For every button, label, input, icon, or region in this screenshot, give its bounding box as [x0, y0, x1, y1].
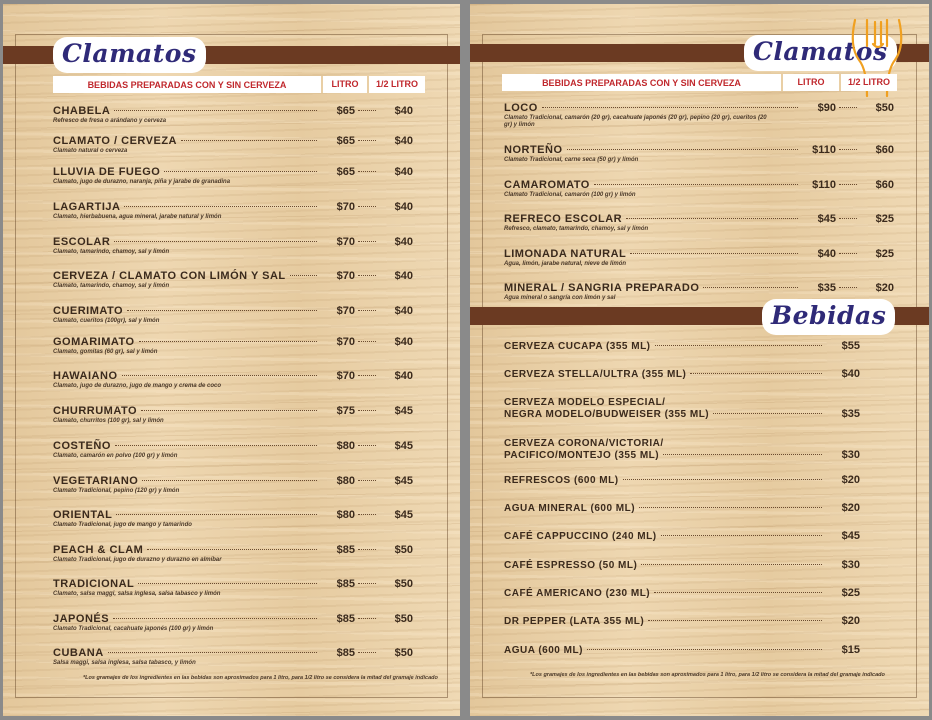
menu-item	[504, 474, 860, 486]
item-description: Clamato, tamarindo, chamoy, sal y limón	[53, 249, 170, 255]
item-name: JAPONÉS	[53, 613, 110, 625]
dot-leader	[358, 275, 376, 276]
price-half-litro: $50	[394, 544, 413, 556]
dot-leader	[290, 275, 317, 276]
menu-item	[504, 282, 894, 302]
item-name-line2: PACIFICO/MONTEJO (355 ML)	[504, 450, 660, 461]
item-name: AGUA MINERAL (600 ML)	[504, 503, 636, 514]
dot-leader	[654, 592, 822, 593]
menu-item	[504, 340, 860, 352]
menu-item	[53, 105, 413, 125]
price-litro: $90	[817, 102, 836, 114]
item-description: Clamato Tradicional, camarón (20 gr), cacahuate japonés (20 gr), pepino (20 gr), cueritos (20 gr) y limón	[504, 115, 767, 128]
dot-leader	[839, 253, 857, 254]
price-half-litro: $25	[875, 248, 894, 260]
item-name: ESCOLAR	[53, 236, 111, 248]
item-name: REFRESCOS (600 ML)	[504, 475, 619, 486]
dot-leader	[358, 375, 376, 376]
item-name: REFRECO ESCOLAR	[504, 213, 623, 225]
item-name: CERVEZA / CLAMATO CON LIMÓN Y SAL	[53, 270, 286, 282]
price-litro: $85	[336, 578, 355, 590]
item-description: Refresco de fresa o arándano y cerveza	[53, 118, 167, 124]
price-litro: $70	[336, 201, 355, 213]
price-half-litro: $40	[394, 201, 413, 213]
dot-leader	[655, 345, 822, 346]
dot-leader	[122, 375, 318, 376]
item-name: MINERAL / SANGRIA PREPARADO	[504, 282, 700, 294]
item-name: LOCO	[504, 102, 538, 114]
dot-leader	[142, 480, 317, 481]
column-header-description: BEBIDAS PREPARADAS CON Y SIN CERVEZA	[542, 77, 741, 88]
dot-leader	[113, 618, 317, 619]
price-half-litro: $40	[394, 105, 413, 117]
item-description: Clamato, salsa maggi, salsa inglesa, salsa tabasco y limón	[53, 591, 221, 597]
item-description: Clamato, jugo de durazno, naranja, piña y jarabe de granadina	[53, 179, 231, 185]
item-name: LAGARTIJA	[53, 201, 121, 213]
menu-item	[504, 559, 860, 571]
price: $15	[841, 644, 860, 656]
menu-item	[53, 166, 413, 186]
price: $30	[841, 449, 860, 461]
dot-leader	[713, 413, 822, 414]
menu-item	[53, 475, 413, 495]
dot-leader	[147, 549, 317, 550]
price-litro: $35	[817, 282, 836, 294]
item-name: CAMAROMATO	[504, 179, 590, 191]
dot-leader	[839, 218, 857, 219]
price-half-litro: $45	[394, 509, 413, 521]
item-name: LLUVIA DE FUEGO	[53, 166, 161, 178]
menu-item	[504, 502, 860, 514]
item-name: CUBANA	[53, 647, 104, 659]
dot-leader	[639, 507, 822, 508]
price-half-litro: $50	[394, 578, 413, 590]
dot-leader	[358, 652, 376, 653]
dot-leader	[141, 410, 317, 411]
item-description: Clamato natural o cerveza	[53, 148, 128, 154]
dot-leader	[114, 110, 317, 111]
dot-leader	[690, 373, 822, 374]
price: $25	[841, 587, 860, 599]
column-header-litro: LITRO	[321, 76, 367, 93]
dot-leader	[641, 564, 822, 565]
menu-item	[53, 613, 413, 633]
menu-item	[53, 647, 413, 667]
dot-leader	[358, 341, 376, 342]
price: $35	[841, 408, 860, 420]
dot-leader	[648, 620, 822, 621]
menu-item	[53, 201, 413, 221]
footnote: *Los gramajes de los ingredientes en las bebidas son aproximados para 1 litro, para 1/2 litro se considera la mitad del gramaje indicado	[83, 675, 438, 681]
item-description: Clamato, tamarindo, chamoy, sal y limón	[53, 283, 170, 289]
price: $20	[841, 615, 860, 627]
price-half-litro: $50	[875, 102, 894, 114]
price-half-litro: $60	[875, 179, 894, 191]
menu-item	[504, 179, 894, 199]
item-description: Agua, limón, jarabe natural, nieve de limón	[504, 261, 627, 267]
item-description: Clamato Tradicional, pepino (120 gr) y limón	[53, 488, 180, 494]
menu-item	[504, 397, 860, 420]
menu-page-left	[3, 4, 460, 716]
item-description: Clamato Tradicional, jugo de durazno y durazno en almíbar	[53, 557, 222, 563]
item-description: Clamato, churritos (100 gr), sal y limón	[53, 418, 164, 424]
section-title-bebidas: Bebidas	[764, 301, 893, 333]
dot-leader	[594, 184, 798, 185]
price: $45	[841, 530, 860, 542]
price-litro: $85	[336, 613, 355, 625]
menu-item	[53, 135, 413, 155]
menu-item	[504, 213, 894, 233]
dot-leader	[139, 341, 317, 342]
dot-leader	[164, 171, 317, 172]
dot-leader	[663, 454, 822, 455]
price-litro: $70	[336, 336, 355, 348]
column-header	[53, 76, 425, 93]
dot-leader	[358, 583, 376, 584]
dot-leader	[181, 140, 317, 141]
menu-item	[504, 248, 894, 268]
item-description: Clamato, camarón en polvo (100 gr) y limón	[53, 453, 178, 459]
item-name: CLAMATO / CERVEZA	[53, 135, 178, 147]
price-litro: $85	[336, 544, 355, 556]
price-litro: $45	[817, 213, 836, 225]
price: $55	[841, 340, 860, 352]
dot-leader	[839, 107, 857, 108]
item-name: CHABELA	[53, 105, 111, 117]
item-description: Clamato Tradicional, camarón (100 gr) y limón	[504, 192, 636, 198]
dot-leader	[138, 583, 317, 584]
dot-leader	[124, 206, 317, 207]
price-litro: $65	[336, 105, 355, 117]
price: $20	[841, 474, 860, 486]
menu-item	[53, 336, 413, 356]
item-name: DR PEPPER (LATA 355 ML)	[504, 616, 645, 627]
price-half-litro: $45	[394, 475, 413, 487]
price-litro: $80	[336, 440, 355, 452]
price-litro: $65	[336, 135, 355, 147]
item-name: ORIENTAL	[53, 509, 113, 521]
dot-leader	[127, 310, 317, 311]
price-litro: $80	[336, 509, 355, 521]
price: $20	[841, 502, 860, 514]
dot-leader	[358, 410, 376, 411]
price-half-litro: $40	[394, 336, 413, 348]
item-name: CAFÉ AMERICANO (230 ML)	[504, 588, 651, 599]
column-header-litro: LITRO	[781, 74, 839, 91]
price-litro: $70	[336, 370, 355, 382]
menu-item	[53, 440, 413, 460]
item-description: Clamato, hierbabuena, agua mineral, jarabe natural y limón	[53, 214, 222, 220]
item-name: PEACH & CLAM	[53, 544, 144, 556]
dot-leader	[567, 149, 799, 150]
dot-leader	[358, 110, 376, 111]
menu-item	[53, 370, 413, 390]
dot-leader	[623, 479, 822, 480]
dot-leader	[116, 514, 317, 515]
item-name: COSTEÑO	[53, 440, 111, 452]
menu-item	[53, 544, 413, 564]
price-litro: $65	[336, 166, 355, 178]
item-name: VEGETARIANO	[53, 475, 139, 487]
column-header	[502, 74, 897, 91]
dot-leader	[839, 287, 857, 288]
item-name: CERVEZA CUCAPA (355 ML)	[504, 341, 651, 352]
item-description: Clamato, gomitas (60 gr), sal y limón	[53, 349, 158, 355]
item-description: Refresco, clamato, tamarindo, chamoy, sal y limón	[504, 226, 649, 232]
price-half-litro: $45	[394, 405, 413, 417]
item-name: CUERIMATO	[53, 305, 124, 317]
page-border	[15, 34, 448, 698]
price-half-litro: $45	[394, 440, 413, 452]
menu-item	[53, 578, 413, 598]
dot-leader	[108, 652, 317, 653]
price-litro: $80	[336, 475, 355, 487]
section-title-clamatos: Clamatos	[746, 37, 895, 69]
menu-item	[53, 305, 413, 325]
item-name: CHURRUMATO	[53, 405, 138, 417]
price-half-litro: $40	[394, 166, 413, 178]
menu-item	[504, 144, 894, 164]
item-name: NORTEÑO	[504, 144, 563, 156]
menu-item	[504, 615, 860, 627]
dot-leader	[626, 218, 798, 219]
dot-leader	[839, 184, 857, 185]
item-name: GOMARIMATO	[53, 336, 135, 348]
item-name: CERVEZA MODELO ESPECIAL/	[504, 397, 666, 408]
dot-leader	[358, 310, 376, 311]
price-half-litro: $50	[394, 613, 413, 625]
dot-leader	[358, 171, 376, 172]
dot-leader	[630, 253, 798, 254]
column-header-description: BEBIDAS PREPARADAS CON Y SIN CERVEZA	[87, 79, 287, 90]
price: $30	[841, 559, 860, 571]
menu-item	[504, 644, 860, 656]
dot-leader	[358, 618, 376, 619]
item-name-line2: NEGRA MODELO/BUDWEISER (355 ML)	[504, 409, 710, 420]
item-name: AGUA (600 ML)	[504, 645, 583, 656]
item-name: CAFÉ CAPPUCCINO (240 ML)	[504, 531, 657, 542]
item-description: Clamato Tradicional, carne seca (50 gr) y limón	[504, 157, 639, 163]
dot-leader	[358, 140, 376, 141]
price-half-litro: $40	[394, 236, 413, 248]
dot-leader	[661, 535, 822, 536]
menu-item	[53, 270, 413, 290]
item-name: TRADICIONAL	[53, 578, 135, 590]
dot-leader	[358, 206, 376, 207]
price-litro: $85	[336, 647, 355, 659]
dot-leader	[115, 445, 317, 446]
price-litro: $70	[336, 270, 355, 282]
column-header-half-litro: 1/2 LITRO	[839, 74, 897, 91]
price-half-litro: $25	[875, 213, 894, 225]
menu-item	[504, 587, 860, 599]
dot-leader	[114, 241, 317, 242]
item-name: LIMONADA NATURAL	[504, 248, 627, 260]
item-name: CAFÉ ESPRESSO (50 ML)	[504, 560, 638, 571]
dot-leader	[542, 107, 798, 108]
price-half-litro: $40	[394, 370, 413, 382]
price-half-litro: $40	[394, 305, 413, 317]
menu-item	[504, 368, 860, 380]
menu-item	[53, 405, 413, 425]
item-name: CERVEZA STELLA/ULTRA (355 ML)	[504, 369, 687, 380]
footnote: *Los gramajes de los ingredientes en las bebidas son aproximados para 1 litro, para 1/2 litro se considera la mitad del gramaje indicado	[530, 672, 885, 678]
dot-leader	[587, 649, 822, 650]
price-litro: $110	[812, 144, 836, 156]
price-litro: $70	[336, 236, 355, 248]
item-description: Salsa maggi, salsa inglesa, salsa tabasco, y limón	[53, 660, 196, 666]
price-half-litro: $20	[875, 282, 894, 294]
price-half-litro: $40	[394, 270, 413, 282]
menu-item	[53, 509, 413, 529]
dot-leader	[358, 549, 376, 550]
item-description: Clamato, cueritos (100gr), sal y limón	[53, 318, 160, 324]
item-description: Clamato Tradicional, jugo de mango y tamarindo	[53, 522, 192, 528]
item-description: Agua mineral o sangría con limón y sal	[504, 295, 616, 301]
price-half-litro: $50	[394, 647, 413, 659]
dot-leader	[839, 149, 857, 150]
price-litro: $75	[336, 405, 355, 417]
menu-item	[504, 530, 860, 542]
menu-item	[504, 102, 894, 129]
price-half-litro: $40	[394, 135, 413, 147]
dot-leader	[358, 241, 376, 242]
menu-item	[504, 438, 860, 461]
item-description: Clamato Tradicional, cacahuate japonés (100 gr) y limón	[53, 626, 214, 632]
menu-item	[53, 236, 413, 256]
dot-leader	[358, 514, 376, 515]
dot-leader	[358, 480, 376, 481]
dot-leader	[703, 287, 798, 288]
price-litro: $40	[817, 248, 836, 260]
menu-page-right	[470, 4, 929, 716]
price: $40	[841, 368, 860, 380]
item-name: CERVEZA CORONA/VICTORIA/	[504, 438, 664, 449]
dot-leader	[358, 445, 376, 446]
section-title-clamatos: Clamatos	[55, 39, 204, 71]
item-description: Clamato, jugo de durazno, jugo de mango y crema de coco	[53, 383, 222, 389]
price-litro: $110	[812, 179, 836, 191]
price-half-litro: $60	[875, 144, 894, 156]
price-litro: $70	[336, 305, 355, 317]
column-header-half-litro: 1/2 LITRO	[367, 76, 425, 93]
item-name: HAWAIANO	[53, 370, 118, 382]
